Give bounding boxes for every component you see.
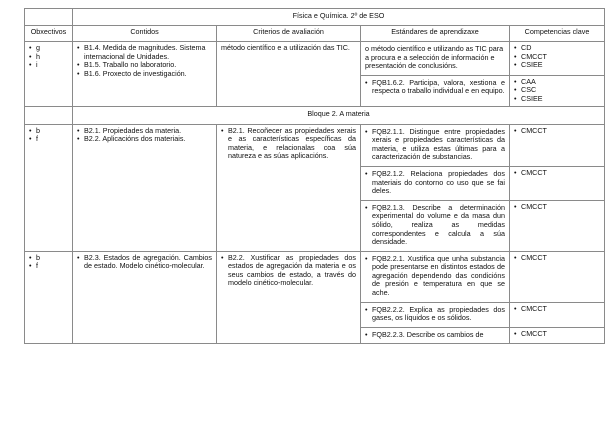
list-item: • FQB1.6.2. Participa, valora, xestiona e respecta o traballo individual e en equipo.	[365, 79, 505, 96]
list-item: • CAA	[514, 78, 600, 87]
contidos-cell	[73, 251, 217, 344]
estandar-cell	[361, 302, 510, 327]
header-contidos: Contidos	[73, 26, 217, 42]
list-item: • b	[29, 127, 68, 136]
contidos-cell	[73, 124, 217, 251]
table-row	[25, 124, 605, 166]
estandar-cell	[361, 200, 510, 251]
obxectivos-cell	[25, 251, 73, 344]
competencias-cell	[510, 42, 605, 76]
block-title: Bloque 2. A materia	[73, 106, 605, 124]
competencias-cell	[510, 75, 605, 106]
list-item: • FQB2.2.3. Describe os cambios de	[365, 331, 505, 340]
header-row	[25, 26, 605, 42]
list-item: • CMCCT	[514, 305, 600, 314]
list-item: • B1.5. Traballo no laboratorio.	[77, 61, 212, 70]
criterios-cell	[217, 251, 361, 344]
competencias-cell	[510, 302, 605, 327]
table-row	[25, 251, 605, 302]
list-item: • B2.1. Recoñecer as propiedades xerais e as características específicas da materia, e relacionalas coa súa natureza e as súas aplicacións.	[221, 127, 356, 161]
list-item: • CMCCT	[514, 127, 600, 136]
header-competencias: Competencias clave	[510, 26, 605, 42]
competencias-cell	[510, 166, 605, 200]
estandar-cell	[361, 124, 510, 166]
title-row	[25, 9, 605, 26]
list-item: • B1.6. Proxecto de investigación.	[77, 70, 212, 79]
list-item: • f	[29, 135, 68, 144]
table-title: Física e Química. 2º de ESO	[73, 9, 605, 26]
list-item: • B2.3. Estados de agregación. Cambios de estado. Modelo cinético-molecular.	[77, 254, 212, 271]
competencias-cell	[510, 124, 605, 166]
estandar-cell	[361, 327, 510, 344]
list-item: • FQB2.1.3. Describe a determinación experimental do volume e da masa dun sólido, realiza as medidas correspondentes e calcula a súa densidade.	[365, 204, 505, 247]
estandar-cell	[361, 75, 510, 106]
list-item: • h	[29, 53, 68, 62]
list-item: • f	[29, 262, 68, 271]
contidos-cell	[73, 42, 217, 107]
criterios-cell	[217, 124, 361, 251]
blank-corner-cell	[25, 9, 73, 26]
competencias-cell	[510, 327, 605, 344]
list-item: • CMCCT	[514, 330, 600, 339]
list-item: • B2.1. Propiedades da materia.	[77, 127, 212, 136]
obxectivos-cell	[25, 42, 73, 107]
table-row	[25, 42, 605, 76]
list-item: • CD	[514, 44, 600, 53]
list-item: • FQB2.2.1. Xustifica que unha substancia pode presentarse en distintos estados de agregación dependendo das condicións de presión e temperatura en que se ache.	[365, 255, 505, 298]
blank-cell	[25, 106, 73, 124]
header-obxectivos: Obxectivos	[25, 26, 73, 42]
criterios-cell: método científico e a utilización das TIC.	[217, 42, 361, 107]
estandar-cell: o método científico e utilizando as TIC para a procura e a selección de información e presentación de conclusións.	[361, 42, 510, 76]
list-item: • CSC	[514, 86, 600, 95]
header-criterios: Criterios de avaliación	[217, 26, 361, 42]
list-item: • CMCCT	[514, 169, 600, 178]
estandar-cell	[361, 251, 510, 302]
estandar-cell	[361, 166, 510, 200]
list-item: • FQB2.1.1. Distingue entre propiedades xerais e propiedades características da materia, e utiliza estas últimas para a caracterización de substancias.	[365, 128, 505, 162]
list-item: • FQB2.1.2. Relaciona propiedades dos materiais do contorno co uso que se fai deles.	[365, 170, 505, 196]
list-item: • CMCCT	[514, 203, 600, 212]
competencias-cell	[510, 200, 605, 251]
header-estandares: Estándares de aprendizaxe	[361, 26, 510, 42]
list-item: • b	[29, 254, 68, 263]
list-item: • CSIEE	[514, 95, 600, 104]
competencias-cell	[510, 251, 605, 302]
list-item: • B2.2. Xustificar as propiedades dos estados de agregación da materia e os seus cambios de estado, a través do modelo cinético-molecular.	[221, 254, 356, 288]
block-row	[25, 106, 605, 124]
list-item: • g	[29, 44, 68, 53]
list-item: • i	[29, 61, 68, 70]
list-item: • B1.4. Medida de magnitudes. Sistema internacional de Unidades.	[77, 44, 212, 61]
list-item: • CMCCT	[514, 254, 600, 263]
curriculum-table	[24, 8, 605, 344]
list-item: • FQB2.2.2. Explica as propiedades dos gases, os líquidos e os sólidos.	[365, 306, 505, 323]
obxectivos-cell	[25, 124, 73, 251]
list-item: • B2.2. Aplicacións dos materiais.	[77, 135, 212, 144]
list-item: • CSIEE	[514, 61, 600, 70]
list-item: • CMCCT	[514, 53, 600, 62]
